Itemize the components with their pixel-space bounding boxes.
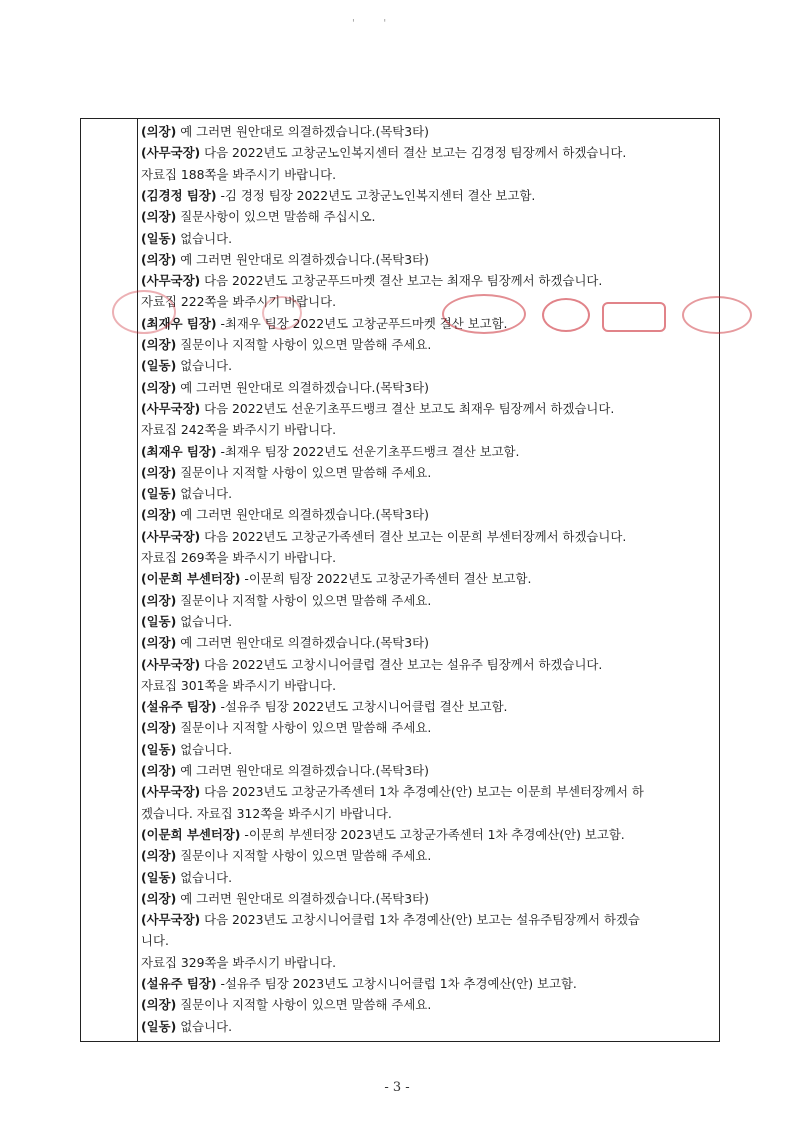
speaker-label: (설유주 팀장)	[141, 976, 217, 991]
minutes-line	[141, 419, 713, 441]
speaker-label: (이문희 부센터장)	[141, 826, 241, 842]
line-text: 자료집 269쪽을 봐주시기 바랍니다.	[141, 550, 337, 565]
speaker-label: (사무국장)	[141, 784, 201, 800]
minutes-line	[141, 632, 713, 654]
minutes-line	[141, 803, 713, 825]
minutes-line	[141, 504, 713, 526]
line-text: 다음 2022년도 선운기초푸드뱅크 결산 보고도 최재우 팀장께서 하겠습니다.	[200, 400, 615, 416]
speaker-label: (의장)	[141, 890, 177, 906]
speaker-label: (설유주 팀장)	[141, 699, 217, 715]
minutes-line	[141, 547, 713, 569]
speaker-label: (일동)	[141, 741, 177, 757]
speaker-label: (김경정 팀장)	[141, 187, 217, 203]
line-text: 자료집 222쪽을 봐주시기 바랍니다.	[141, 294, 337, 310]
minutes-line	[141, 590, 713, 612]
line-text: 질문이나 지적할 사항이 있으면 말씀해 주세요.	[176, 848, 432, 864]
line-text: -설유주 팀장 2022년도 고창시니어클럽 결산 보고함.	[216, 699, 508, 715]
minutes-line	[141, 291, 713, 313]
minutes-line	[141, 760, 713, 782]
line-text: 다음 2022년도 고창시니어클럽 결산 보고는 설유주 팀장께서 하겠습니다.	[200, 656, 603, 672]
left-margin-column	[81, 119, 138, 1041]
minutes-line	[141, 313, 713, 335]
speaker-label: (이문희 부센터장)	[141, 571, 241, 587]
line-text: 질문이나 지적할 사항이 있으면 말씀해 주세요.	[176, 337, 432, 352]
line-text: 다음 2022년도 고창군노인복지센터 결산 보고는 김경정 팀장께서 하겠습니다.	[200, 145, 627, 161]
line-text: -최재우 팀장 2022년도 고창군푸드마켓 결산 보고함.	[216, 315, 508, 331]
speaker-label: (일동)	[141, 1018, 177, 1034]
line-text: 다음 2023년도 고창시니어클럽 1차 추경예산(안) 보고는 설유주팀장께서 하겠습	[200, 912, 640, 928]
line-text: 질문이나 지적할 사항이 있으면 말씀해 주세요.	[176, 592, 432, 608]
minutes-line	[141, 654, 713, 676]
minutes-line	[141, 781, 713, 803]
speaker-label: (일동)	[141, 869, 177, 885]
speaker-label: (의장)	[141, 209, 177, 225]
speaker-label: (의장)	[141, 997, 177, 1013]
line-text: 예 그러면 원안대로 의결하겠습니다.(목탁3타)	[176, 507, 429, 523]
line-text: -이문희 팀장 2022년도 고창군가족센터 결산 보고함.	[240, 571, 532, 587]
speaker-label: (의장)	[141, 507, 177, 523]
line-text: 자료집 188쪽을 봐주시기 바랍니다.	[141, 166, 337, 182]
line-text: 질문이나 지적할 사항이 있으면 말씀해 주세요.	[176, 464, 432, 480]
minutes-line	[141, 355, 713, 377]
line-text: 니다.	[141, 933, 169, 949]
line-text: 자료집 329쪽을 봐주시기 바랍니다.	[141, 954, 337, 970]
minutes-line	[141, 483, 713, 505]
minutes-line	[141, 909, 713, 931]
minutes-line	[141, 994, 713, 1016]
minutes-line	[141, 249, 713, 271]
minutes-line	[141, 675, 713, 697]
minutes-line	[141, 142, 713, 164]
minutes-line	[141, 121, 713, 143]
line-text: 자료집 242쪽을 봐주시기 바랍니다.	[141, 422, 337, 438]
minutes-line	[141, 888, 713, 910]
speaker-label: (사무국장)	[141, 400, 201, 416]
minutes-line	[141, 952, 713, 974]
line-text: 없습니다.	[176, 486, 233, 502]
minutes-line	[141, 164, 713, 186]
speaker-label: (사무국장)	[141, 912, 201, 928]
line-text: 예 그러면 원안대로 의결하겠습니다.(목탁3타)	[176, 124, 429, 139]
minutes-line	[141, 717, 713, 739]
speaker-label: (사무국장)	[141, 656, 201, 672]
line-text: -설유주 팀장 2023년도 고창시니어클럽 1차 추경예산(안) 보고함.	[216, 976, 577, 991]
line-text: -김 경정 팀장 2022년도 고창군노인복지센터 결산 보고함.	[216, 187, 536, 203]
speaker-label: (의장)	[141, 124, 177, 139]
minutes-line	[141, 696, 713, 718]
minutes-line	[141, 206, 713, 228]
line-text: 예 그러면 원안대로 의결하겠습니다.(목탁3타)	[176, 251, 429, 267]
line-text: 없습니다.	[176, 741, 233, 757]
minutes-line	[141, 845, 713, 867]
minutes-line	[141, 398, 713, 420]
speaker-label: (일동)	[141, 230, 177, 246]
line-text: -이문희 부센터장 2023년도 고창군가족센터 1차 추경예산(안) 보고함.	[240, 826, 625, 842]
minutes-line	[141, 611, 713, 633]
minutes-line	[141, 867, 713, 889]
line-text: -최재우 팀장 2022년도 선운기초푸드뱅크 결산 보고함.	[216, 443, 520, 459]
speaker-label: (최재우 팀장)	[141, 315, 217, 331]
line-text: 예 그러면 원안대로 의결하겠습니다.(목탁3타)	[176, 890, 429, 906]
line-text: 질문이나 지적할 사항이 있으면 말씀해 주세요.	[176, 720, 432, 736]
minutes-line	[141, 185, 713, 207]
line-text: 자료집 301쪽을 봐주시기 바랍니다.	[141, 677, 337, 693]
line-text: 없습니다.	[176, 869, 233, 885]
minutes-line	[141, 973, 713, 995]
minutes-line	[141, 377, 713, 399]
minutes-line	[141, 526, 713, 548]
line-text: 예 그러면 원안대로 의결하겠습니다.(목탁3타)	[176, 635, 429, 651]
line-text: 다음 2022년도 고창군푸드마켓 결산 보고는 최재우 팀장께서 하겠습니다.	[200, 273, 603, 289]
speaker-label: (최재우 팀장)	[141, 443, 217, 459]
speaker-label: (의장)	[141, 635, 177, 651]
document-frame	[80, 118, 720, 1042]
minutes-line	[141, 441, 713, 463]
minutes-line	[141, 462, 713, 484]
speaker-label: (사무국장)	[141, 145, 201, 161]
minutes-content	[139, 119, 715, 1041]
speaker-label: (사무국장)	[141, 528, 201, 544]
line-text: 질문사항이 있으면 말씀해 주십시오.	[176, 209, 376, 225]
line-text: 없습니다.	[176, 1018, 233, 1034]
scan-artifact: ' '	[352, 18, 387, 29]
page-number: - 3 -	[384, 1080, 410, 1095]
minutes-line	[141, 1016, 713, 1038]
speaker-label: (의장)	[141, 379, 177, 395]
minutes-line	[141, 930, 713, 952]
speaker-label: (의장)	[141, 720, 177, 736]
speaker-label: (의장)	[141, 337, 177, 352]
speaker-label: (일동)	[141, 358, 177, 374]
line-text: 다음 2023년도 고창군가족센터 1차 추경예산(안) 보고는 이문희 부센터장께서 하	[200, 784, 644, 800]
line-text: 예 그러면 원안대로 의결하겠습니다.(목탁3타)	[176, 379, 429, 395]
line-text: 겠습니다. 자료집 312쪽을 봐주시기 바랍니다.	[141, 805, 392, 821]
speaker-label: (의장)	[141, 592, 177, 608]
speaker-label: (사무국장)	[141, 273, 201, 289]
minutes-line	[141, 228, 713, 250]
minutes-line	[141, 334, 713, 356]
line-text: 예 그러면 원안대로 의결하겠습니다.(목탁3타)	[176, 763, 429, 778]
speaker-label: (의장)	[141, 763, 177, 778]
speaker-label: (일동)	[141, 486, 177, 502]
line-text: 없습니다.	[176, 613, 233, 629]
minutes-line	[141, 824, 713, 846]
speaker-label: (일동)	[141, 613, 177, 629]
line-text: 질문이나 지적할 사항이 있으면 말씀해 주세요.	[176, 997, 432, 1013]
minutes-line	[141, 270, 713, 292]
minutes-line	[141, 568, 713, 590]
line-text: 없습니다.	[176, 230, 233, 246]
line-text: 없습니다.	[176, 358, 233, 374]
line-text: 다음 2022년도 고창군가족센터 결산 보고는 이문희 부센터장께서 하겠습니다.	[200, 528, 627, 544]
speaker-label: (의장)	[141, 464, 177, 480]
speaker-label: (의장)	[141, 848, 177, 864]
speaker-label: (의장)	[141, 251, 177, 267]
minutes-line	[141, 739, 713, 761]
